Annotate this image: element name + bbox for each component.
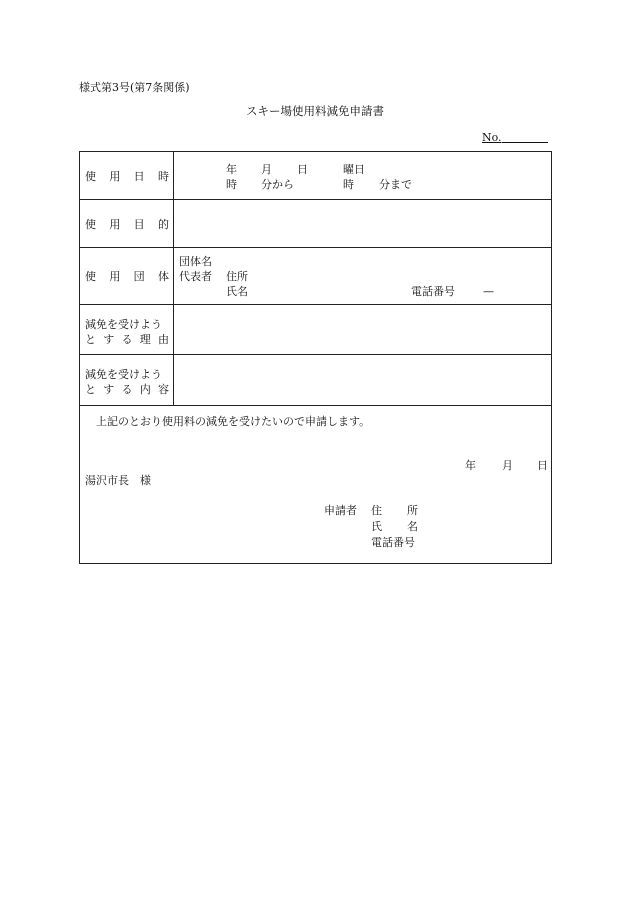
label-char: 名	[407, 520, 418, 533]
label-char: と	[85, 383, 96, 396]
row-divider	[80, 405, 551, 406]
phone-dash: —	[483, 285, 494, 298]
label-char: 氏	[371, 520, 382, 533]
label-char: 目	[133, 218, 145, 231]
label-char: 使	[85, 218, 96, 231]
usage-datetime-label	[85, 171, 169, 182]
declaration-date-year: 年	[465, 459, 476, 472]
applicant-name-label	[371, 521, 418, 532]
label-char: 用	[109, 170, 121, 183]
row-divider	[80, 304, 551, 305]
usage-date-day: 日	[297, 163, 308, 176]
label-char: す	[103, 333, 115, 346]
label-column-divider	[173, 152, 174, 405]
declaration-date-month: 月	[502, 459, 513, 472]
usage-date-weekday: 曜日	[343, 163, 365, 176]
reduction-content-label-line1: 減免を受けよう	[85, 368, 162, 381]
declaration-statement: 上記のとおり使用料の減免を受けたいので申請します。	[96, 415, 371, 428]
application-form-table	[79, 151, 552, 564]
label-char: す	[103, 383, 115, 396]
label-char: る	[121, 383, 133, 396]
usage-group-label	[85, 271, 169, 282]
usage-time-hour-to: 時	[343, 178, 354, 191]
form-number: 様式第3号(第7条関係)	[79, 81, 190, 94]
label-char: 日	[133, 170, 145, 183]
row-divider	[80, 199, 551, 200]
label-char: 的	[157, 218, 169, 231]
label-char: る	[121, 333, 133, 346]
addressee: 湯沢市長 様	[85, 474, 151, 487]
usage-time-minute-to: 分まで	[379, 178, 412, 191]
usage-time-minute-from: 分から	[261, 178, 294, 191]
application-number-field	[482, 132, 548, 143]
label-char: 体	[157, 270, 169, 283]
label-char: 用	[109, 218, 121, 231]
label-char: 団	[133, 270, 145, 283]
label-char: 用	[109, 270, 121, 283]
group-name-label: 団体名	[179, 255, 212, 268]
reduction-content-label-line2	[85, 384, 169, 395]
representative-name-label: 氏名	[226, 285, 248, 298]
label-char: と	[85, 333, 96, 346]
applicant-label: 申請者	[324, 504, 357, 517]
label-char: 由	[158, 333, 169, 346]
applicant-address-label	[371, 505, 418, 516]
label-char: 使	[85, 170, 96, 183]
applicant-phone-label: 電話番号	[371, 536, 415, 549]
label-char: 理	[139, 333, 151, 346]
label-char: 内	[139, 383, 151, 396]
document-title: スキー場使用料減免申請書	[246, 104, 384, 118]
representative-phone-label: 電話番号	[411, 285, 455, 298]
label-char: 使	[85, 270, 96, 283]
declaration-date-day: 日	[537, 459, 548, 472]
label-char: 時	[157, 170, 169, 183]
row-divider	[80, 247, 551, 248]
representative-address-label: 住所	[226, 270, 248, 283]
usage-purpose-label	[85, 219, 169, 230]
label-char: 容	[158, 383, 169, 396]
usage-date-month: 月	[261, 163, 272, 176]
label-char: 住	[371, 504, 382, 517]
row-divider	[80, 354, 551, 355]
usage-time-hour-from: 時	[226, 178, 237, 191]
representative-label: 代表者	[179, 270, 212, 283]
application-number-blank	[502, 132, 548, 143]
reduction-reason-label-line1: 減免を受けよう	[85, 318, 162, 331]
reduction-reason-label-line2	[85, 334, 169, 345]
label-char: 所	[407, 504, 418, 517]
application-number-label: No.	[482, 131, 502, 144]
usage-date-year: 年	[226, 163, 237, 176]
